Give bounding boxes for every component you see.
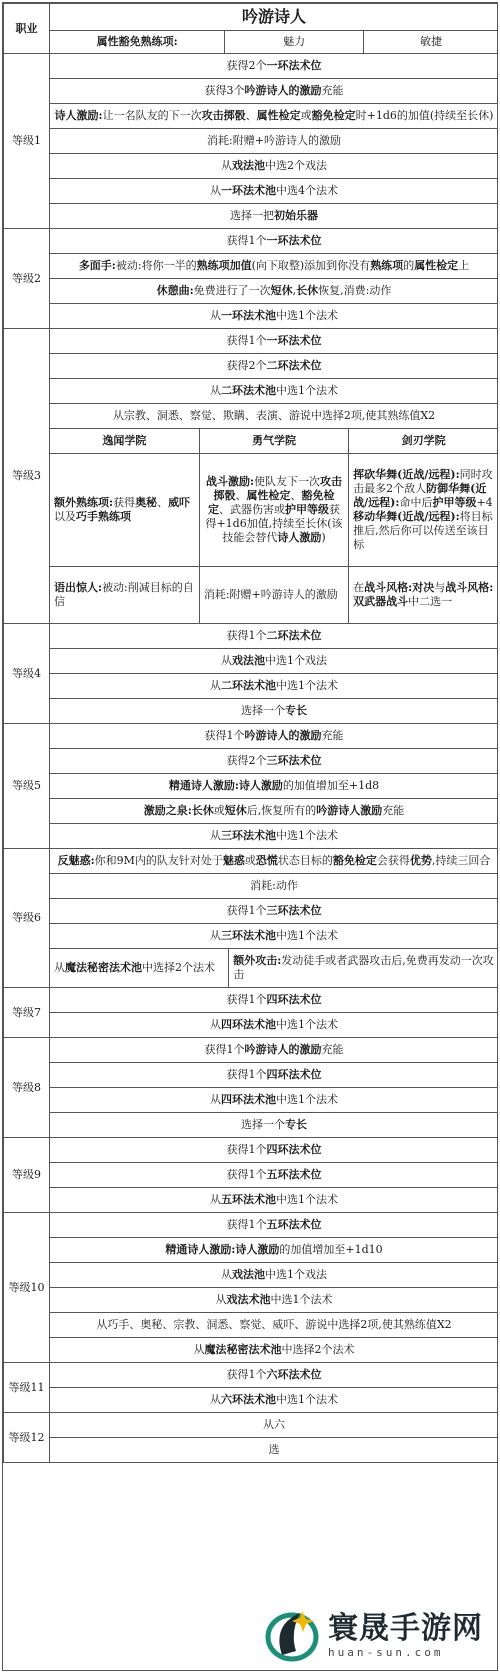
feature-cell: 从戏法术池中选1个法术 [50, 1288, 499, 1313]
level-feature-row [4, 104, 499, 129]
level-feature-row [4, 229, 499, 254]
level-feature-row [4, 649, 499, 674]
level-feature-row [4, 874, 499, 899]
feature-cell: 精通诗人激励:诗人激励的加值增加至+1d10 [50, 1238, 499, 1263]
level-label: 等级8 [4, 1038, 50, 1138]
college-name: 剑刃学院 [349, 429, 498, 454]
feature-cell: 精通诗人激励:诗人激励的加值增加至+1d8 [50, 774, 499, 799]
college-name: 勇气学院 [199, 429, 348, 454]
level-feature-row [4, 279, 499, 304]
feature-cell: 从五环法术池中选1个法术 [50, 1188, 499, 1213]
subclass-colleges [50, 429, 499, 624]
level-feature-row [4, 379, 499, 404]
level-label: 等级11 [4, 1363, 50, 1413]
feature-cell: 消耗:动作 [50, 874, 499, 899]
level-feature-row [4, 899, 499, 924]
feature-cell: 从一环法术池中选4个法术 [50, 179, 499, 204]
level-feature-row [4, 1013, 499, 1038]
level-label: 等级12 [4, 1413, 50, 1463]
feature-cell: 从宗教、洞悉、察觉、欺瞒、表演、游说中选择2项,使其熟练值X2 [50, 404, 499, 429]
feature-cell: 获得1个四环法术位 [50, 988, 499, 1013]
level-label: 等级1 [4, 54, 50, 229]
level-feature-row [4, 1363, 499, 1388]
college-feature: 语出惊人:被动:削减目标的自信 [50, 567, 199, 624]
level-label: 等级6 [4, 849, 50, 988]
level-feature-row [4, 1388, 499, 1413]
header-row-2 [4, 31, 499, 54]
level-feature-row [4, 1288, 499, 1313]
feature-cell: 从戏法池中选1个戏法 [50, 1263, 499, 1288]
feature-cell: 反魅惑:你和9M内的队友针对处于魅惑或恐慌状态目标的豁免检定会获得优势,持续三回合 [50, 849, 499, 874]
split-feature: 额外攻击:发动徒手或者武器攻击后,免费再发动一次攻击 [229, 949, 498, 987]
level-feature-row [4, 354, 499, 379]
level-feature-row [4, 204, 499, 229]
level-feature-row [4, 1313, 499, 1338]
saving-throw-dexterity: 敏捷 [364, 31, 498, 53]
feature-cell: 获得1个一环法术位 [50, 329, 499, 354]
site-logo-icon [262, 1605, 322, 1665]
level-feature-row [4, 129, 499, 154]
college-feature: 消耗:附赠+吟游诗人的激励 [199, 567, 348, 624]
site-url: huan-sun.com [328, 1645, 444, 1659]
feature-cell: 从戏法池中选2个戏法 [50, 154, 499, 179]
feature-cell: 选择一个专长 [50, 699, 499, 724]
feature-cell: 获得1个五环法术位 [50, 1163, 499, 1188]
level-feature-row [4, 1138, 499, 1163]
level-feature-row [4, 774, 499, 799]
level-feature-row [4, 154, 499, 179]
level-feature-row [4, 1113, 499, 1138]
feature-cell: 休憩曲:免费进行了一次短休,长休恢复,消费:动作 [50, 279, 499, 304]
feature-cell: 激励之泉:长休或短休后,恢复所有的吟游诗人激励充能 [50, 799, 499, 824]
level-feature-row [4, 1413, 499, 1438]
level-feature-row [4, 824, 499, 849]
feature-cell: 选 [50, 1438, 499, 1463]
feature-cell: 从二环法术池中选1个法术 [50, 379, 499, 404]
feature-cell: 消耗:附赠+吟游诗人的激励 [50, 129, 499, 154]
college-feature: 在战斗风格:对决与战斗风格:双武器战斗中二选一 [349, 567, 498, 624]
level-feature-row [4, 988, 499, 1013]
level-feature-row [4, 924, 499, 949]
level-feature-row [4, 1063, 499, 1088]
feature-cell: 获得1个三环法术位 [50, 899, 499, 924]
feature-cell: 从巧手、奥秘、宗教、洞悉、察觉、威吓、游说中选择2项,使其熟练值X2 [50, 1313, 499, 1338]
feature-cell: 选择一把初始乐器 [50, 204, 499, 229]
feature-cell: 从三环法术池中选1个法术 [50, 924, 499, 949]
level-label: 等级7 [4, 988, 50, 1038]
level-feature-row [4, 674, 499, 699]
feature-cell: 从六环法术池中选1个法术 [50, 1388, 499, 1413]
level-label: 等级9 [4, 1138, 50, 1213]
feature-cell: 从戏法池中选1个戏法 [50, 649, 499, 674]
feature-cell: 获得1个吟游诗人的激励充能 [50, 724, 499, 749]
feature-cell: 获得2个二环法术位 [50, 354, 499, 379]
level-feature-row [4, 799, 499, 824]
college-feature: 挥砍华舞(近战/远程):同时攻击最多2个敌人防御华舞(近战/远程):命中后护甲等级+4移动华舞(近战/远程):将目标推后,然后你可以传送至该目标 [349, 454, 498, 567]
feature-cell: 从一环法术池中选1个法术 [50, 304, 499, 329]
col-job-header: 职业 [4, 4, 50, 54]
feature-cell: 多面手:被动:将你一半的熟练项加值(向下取整)添加到你没有熟练项的属性检定上 [50, 254, 499, 279]
feature-cell: 从四环法术池中选1个法术 [50, 1088, 499, 1113]
college-feature: 战斗激励:使队友下一次攻击掷骰、属性检定、豁免检定、武器伤害或护甲等级获得+1d6加值,持续至长休(该技能会替代诗人激励) [199, 454, 348, 567]
level-feature-row [4, 254, 499, 279]
site-brand-name: 寰晟手游网 [328, 1610, 483, 1646]
feature-cell: 获得2个三环法术位 [50, 749, 499, 774]
level-feature-row [4, 1163, 499, 1188]
feature-cell: 获得3个吟游诗人的激励充能 [50, 79, 499, 104]
feature-cell: 从四环法术池中选1个法术 [50, 1013, 499, 1038]
feature-cell: 获得1个四环法术位 [50, 1138, 499, 1163]
bard-progression-table [3, 3, 498, 1463]
level-feature-row [4, 1188, 499, 1213]
level-feature-row [4, 1263, 499, 1288]
college-name: 逸闻学院 [50, 429, 199, 454]
feature-cell: 获得1个吟游诗人的激励充能 [50, 1038, 499, 1063]
level-label: 等级5 [4, 724, 50, 849]
feature-cell: 选择一个专长 [50, 1113, 499, 1138]
feature-cell: 从魔法秘密法术池中选择2个法术 [50, 1338, 499, 1363]
feature-cell: 从六 [50, 1413, 499, 1438]
level-feature-row [4, 749, 499, 774]
level-feature-row [4, 404, 499, 429]
level-label: 等级2 [4, 229, 50, 329]
saving-throw-charisma: 魅力 [225, 31, 364, 53]
feature-cell: 获得1个五环法术位 [50, 1213, 499, 1238]
level-feature-row [4, 54, 499, 79]
level-feature-row [4, 849, 499, 874]
feature-cell: 获得1个四环法术位 [50, 1063, 499, 1088]
level-feature-row [4, 1438, 499, 1463]
level-label: 等级10 [4, 1213, 50, 1363]
level-label: 等级4 [4, 624, 50, 724]
feature-cell: 从二环法术池中选1个法术 [50, 674, 499, 699]
level-feature-row [4, 304, 499, 329]
level-feature-row [4, 179, 499, 204]
level-feature-row [4, 1213, 499, 1238]
class-table-sheet [2, 2, 498, 1671]
feature-cell: 获得1个六环法术位 [50, 1363, 499, 1388]
level-feature-row [4, 329, 499, 354]
level-feature-row [4, 624, 499, 649]
feature-cell: 获得1个一环法术位 [50, 229, 499, 254]
class-name: 吟游诗人 [50, 4, 499, 31]
level-label: 等级3 [4, 329, 50, 624]
feature-cell: 获得1个二环法术位 [50, 624, 499, 649]
feature-cell: 诗人激励:让一名队友的下一次攻击掷骰、属性检定或豁免检定时+1d6的加值(持续至长休) [50, 104, 499, 129]
level-feature-row [4, 699, 499, 724]
header-row-1 [4, 4, 499, 31]
college-feature: 额外熟练项:获得奥秘、威吓以及巧手熟练项 [50, 454, 199, 567]
level-feature-row [4, 79, 499, 104]
site-watermark [258, 1600, 498, 1670]
level-feature-row [4, 724, 499, 749]
level-feature-row [4, 1038, 499, 1063]
feature-cell: 获得2个一环法术位 [50, 54, 499, 79]
level-feature-row [4, 1238, 499, 1263]
level-feature-row [4, 1088, 499, 1113]
saving-throw-label: 属性豁免熟练项: [50, 31, 225, 53]
feature-cell: 从三环法术池中选1个法术 [50, 824, 499, 849]
level-feature-row [4, 1338, 499, 1363]
split-feature: 从魔法秘密法术池中选择2个法术 [50, 949, 229, 987]
